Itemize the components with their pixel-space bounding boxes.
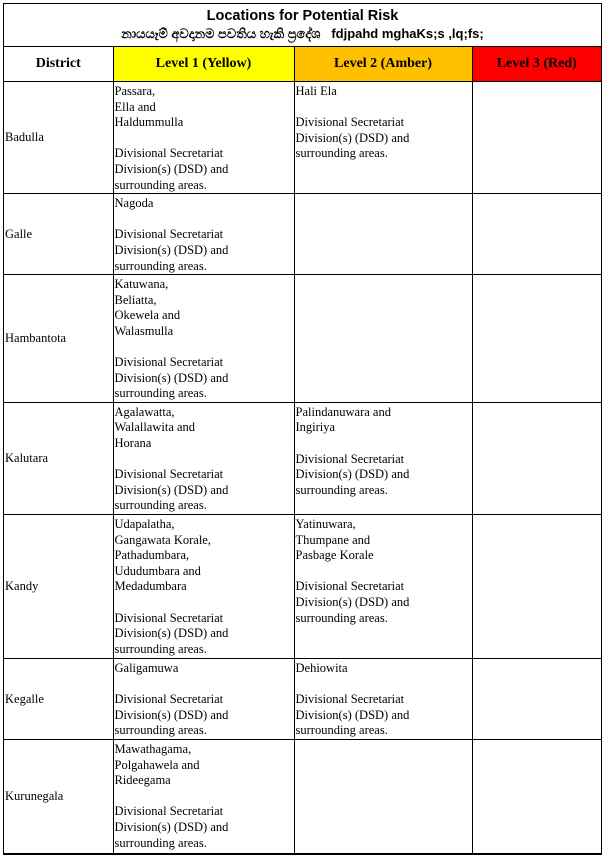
blank-line	[296, 100, 470, 116]
cell-level2	[294, 659, 472, 740]
location-line: Thumpane and	[295, 532, 371, 547]
cell-district: Kurunegala	[4, 740, 113, 854]
dsd-note-line: Divisional Secretariat	[114, 146, 224, 161]
dsd-note-line: Divisional Secretariat	[295, 692, 405, 707]
cell-level3	[472, 194, 601, 275]
cell-level1	[113, 402, 294, 514]
page-title: Locations for Potential Risk	[206, 8, 399, 24]
location-line: Haldummulla	[114, 115, 184, 130]
cell-level1	[113, 515, 294, 659]
cell-district: Hambantota	[4, 275, 113, 403]
dsd-note-line: surrounding areas.	[295, 610, 388, 625]
dsd-note-line: surrounding areas.	[114, 835, 207, 850]
dsd-note-line: Division(s) (DSD) and	[295, 595, 410, 609]
cell-level3	[472, 402, 601, 514]
dsd-note-line: Divisional Secretariat	[295, 579, 405, 594]
dsd-note-line: surrounding areas.	[114, 498, 207, 513]
cell-level1	[113, 194, 294, 275]
dsd-note-line: Division(s) (DSD) and	[114, 819, 229, 834]
location-line: Polgahawela and	[114, 757, 200, 772]
dsd-note-line: Divisional Secretariat	[295, 115, 405, 130]
dsd-note-line: Divisional Secretariat	[114, 610, 224, 625]
dsd-note-line: surrounding areas.	[114, 641, 207, 656]
cell-level2	[294, 402, 472, 514]
dsd-note-line: surrounding areas.	[295, 482, 388, 497]
dsd-note-line: surrounding areas.	[114, 258, 207, 273]
location-line: Ududumbara and	[114, 563, 201, 578]
page-subtitle	[4, 25, 601, 43]
dsd-note-line: Division(s) (DSD) and	[295, 467, 410, 482]
dsd-note-line: Division(s) (DSD) and	[114, 482, 229, 497]
location-line: Walasmulla	[114, 323, 174, 338]
dsd-note-line: Division(s) (DSD) and	[295, 707, 410, 722]
blank-line	[296, 564, 470, 580]
dsd-note-line: Divisional Secretariat	[114, 692, 224, 707]
cell-level3	[472, 275, 601, 403]
location-line: Passara,	[114, 84, 156, 98]
blank-line	[115, 595, 292, 611]
cell-district: Badulla	[4, 82, 113, 194]
dsd-note-line: Division(s) (DSD) and	[114, 626, 229, 641]
dsd-note-line: Divisional Secretariat	[295, 451, 405, 466]
location-line: Walallawita and	[114, 420, 196, 435]
cell-level3	[472, 515, 601, 659]
location-line: Katuwana,	[114, 277, 169, 292]
location-line: Horana	[114, 436, 152, 451]
location-line: Gangawata Korale,	[114, 532, 211, 547]
title-block	[4, 4, 601, 47]
cell-level3	[472, 659, 601, 740]
cell-level3	[472, 740, 601, 854]
location-line: Dehiowita	[295, 661, 348, 676]
table-row	[4, 275, 601, 403]
blank-line	[115, 131, 292, 147]
location-line: Agalawatta,	[114, 404, 175, 419]
header-level1: Level 1 (Yellow)	[113, 47, 294, 82]
cell-level2	[294, 515, 472, 659]
blank-line	[115, 677, 292, 693]
header-district: District	[4, 47, 113, 82]
cell-level2	[294, 275, 472, 403]
cell-level2	[294, 194, 472, 275]
location-line: Mawathagama,	[114, 742, 192, 756]
table-row	[4, 515, 601, 659]
header-row	[4, 47, 601, 82]
dsd-note-line: Division(s) (DSD) and	[295, 130, 410, 145]
table-body	[4, 82, 601, 854]
blank-line	[296, 436, 470, 452]
cell-level1	[113, 82, 294, 194]
location-line: Nagoda	[114, 196, 154, 211]
dsd-note-line: Divisional Secretariat	[114, 467, 224, 482]
dsd-note-line: surrounding areas.	[114, 177, 207, 192]
cell-level2	[294, 740, 472, 854]
cell-level1	[113, 659, 294, 740]
dsd-note-line: surrounding areas.	[114, 723, 207, 738]
table-row	[4, 659, 601, 740]
location-line: Pathadumbara,	[114, 548, 190, 563]
cell-district: Kegalle	[4, 659, 113, 740]
cell-district: Kalutara	[4, 402, 113, 514]
dsd-note-line: surrounding areas.	[114, 386, 207, 401]
dsd-note-line: Divisional Secretariat	[114, 804, 224, 819]
risk-table	[4, 47, 601, 854]
location-line: Okewela and	[114, 308, 181, 323]
blank-line	[296, 677, 470, 693]
dsd-note-line: Division(s) (DSD) and	[114, 370, 229, 385]
blank-line	[115, 340, 292, 356]
dsd-note-line: Division(s) (DSD) and	[114, 242, 229, 257]
risk-table-frame	[3, 3, 602, 855]
dsd-note-line: surrounding areas.	[295, 723, 388, 738]
location-line: Yatinuwara,	[295, 517, 356, 532]
location-line: Galigamuwa	[114, 661, 179, 676]
table-row	[4, 740, 601, 854]
header-level3: Level 3 (Red)	[472, 47, 601, 82]
location-line: Palindanuwara and	[295, 404, 391, 419]
location-line: Medadumbara	[114, 579, 187, 594]
table-row	[4, 194, 601, 275]
cell-district: Kandy	[4, 515, 113, 659]
dsd-note-line: Division(s) (DSD) and	[114, 161, 229, 176]
location-line: Rideegama	[114, 773, 171, 788]
cell-level3	[472, 82, 601, 194]
subtitle-legacy-font: fdjpahd mghaKs;s ,lq;fs;	[331, 26, 484, 41]
table-row	[4, 402, 601, 514]
dsd-note-line: Division(s) (DSD) and	[114, 707, 229, 722]
location-line: Ella and	[114, 99, 156, 114]
cell-district: Galle	[4, 194, 113, 275]
blank-line	[115, 452, 292, 468]
blank-line	[115, 789, 292, 805]
dsd-note-line: surrounding areas.	[295, 146, 388, 161]
location-line: Udapalatha,	[114, 517, 175, 532]
blank-line	[115, 212, 292, 228]
table-row	[4, 82, 601, 194]
location-line: Pasbage Korale	[295, 548, 374, 563]
header-level2: Level 2 (Amber)	[294, 47, 472, 82]
cell-level2	[294, 82, 472, 194]
subtitle-sinhala: නායයෑම් අවදානම පවතිය හැකි ප්‍රදේශ	[121, 26, 321, 41]
location-line: Ingiriya	[295, 420, 336, 435]
location-line: Hali Ela	[295, 84, 337, 98]
dsd-note-line: Divisional Secretariat	[114, 355, 224, 370]
dsd-note-line: Divisional Secretariat	[114, 227, 224, 242]
cell-level1	[113, 740, 294, 854]
location-line: Beliatta,	[114, 292, 157, 307]
cell-level1	[113, 275, 294, 403]
